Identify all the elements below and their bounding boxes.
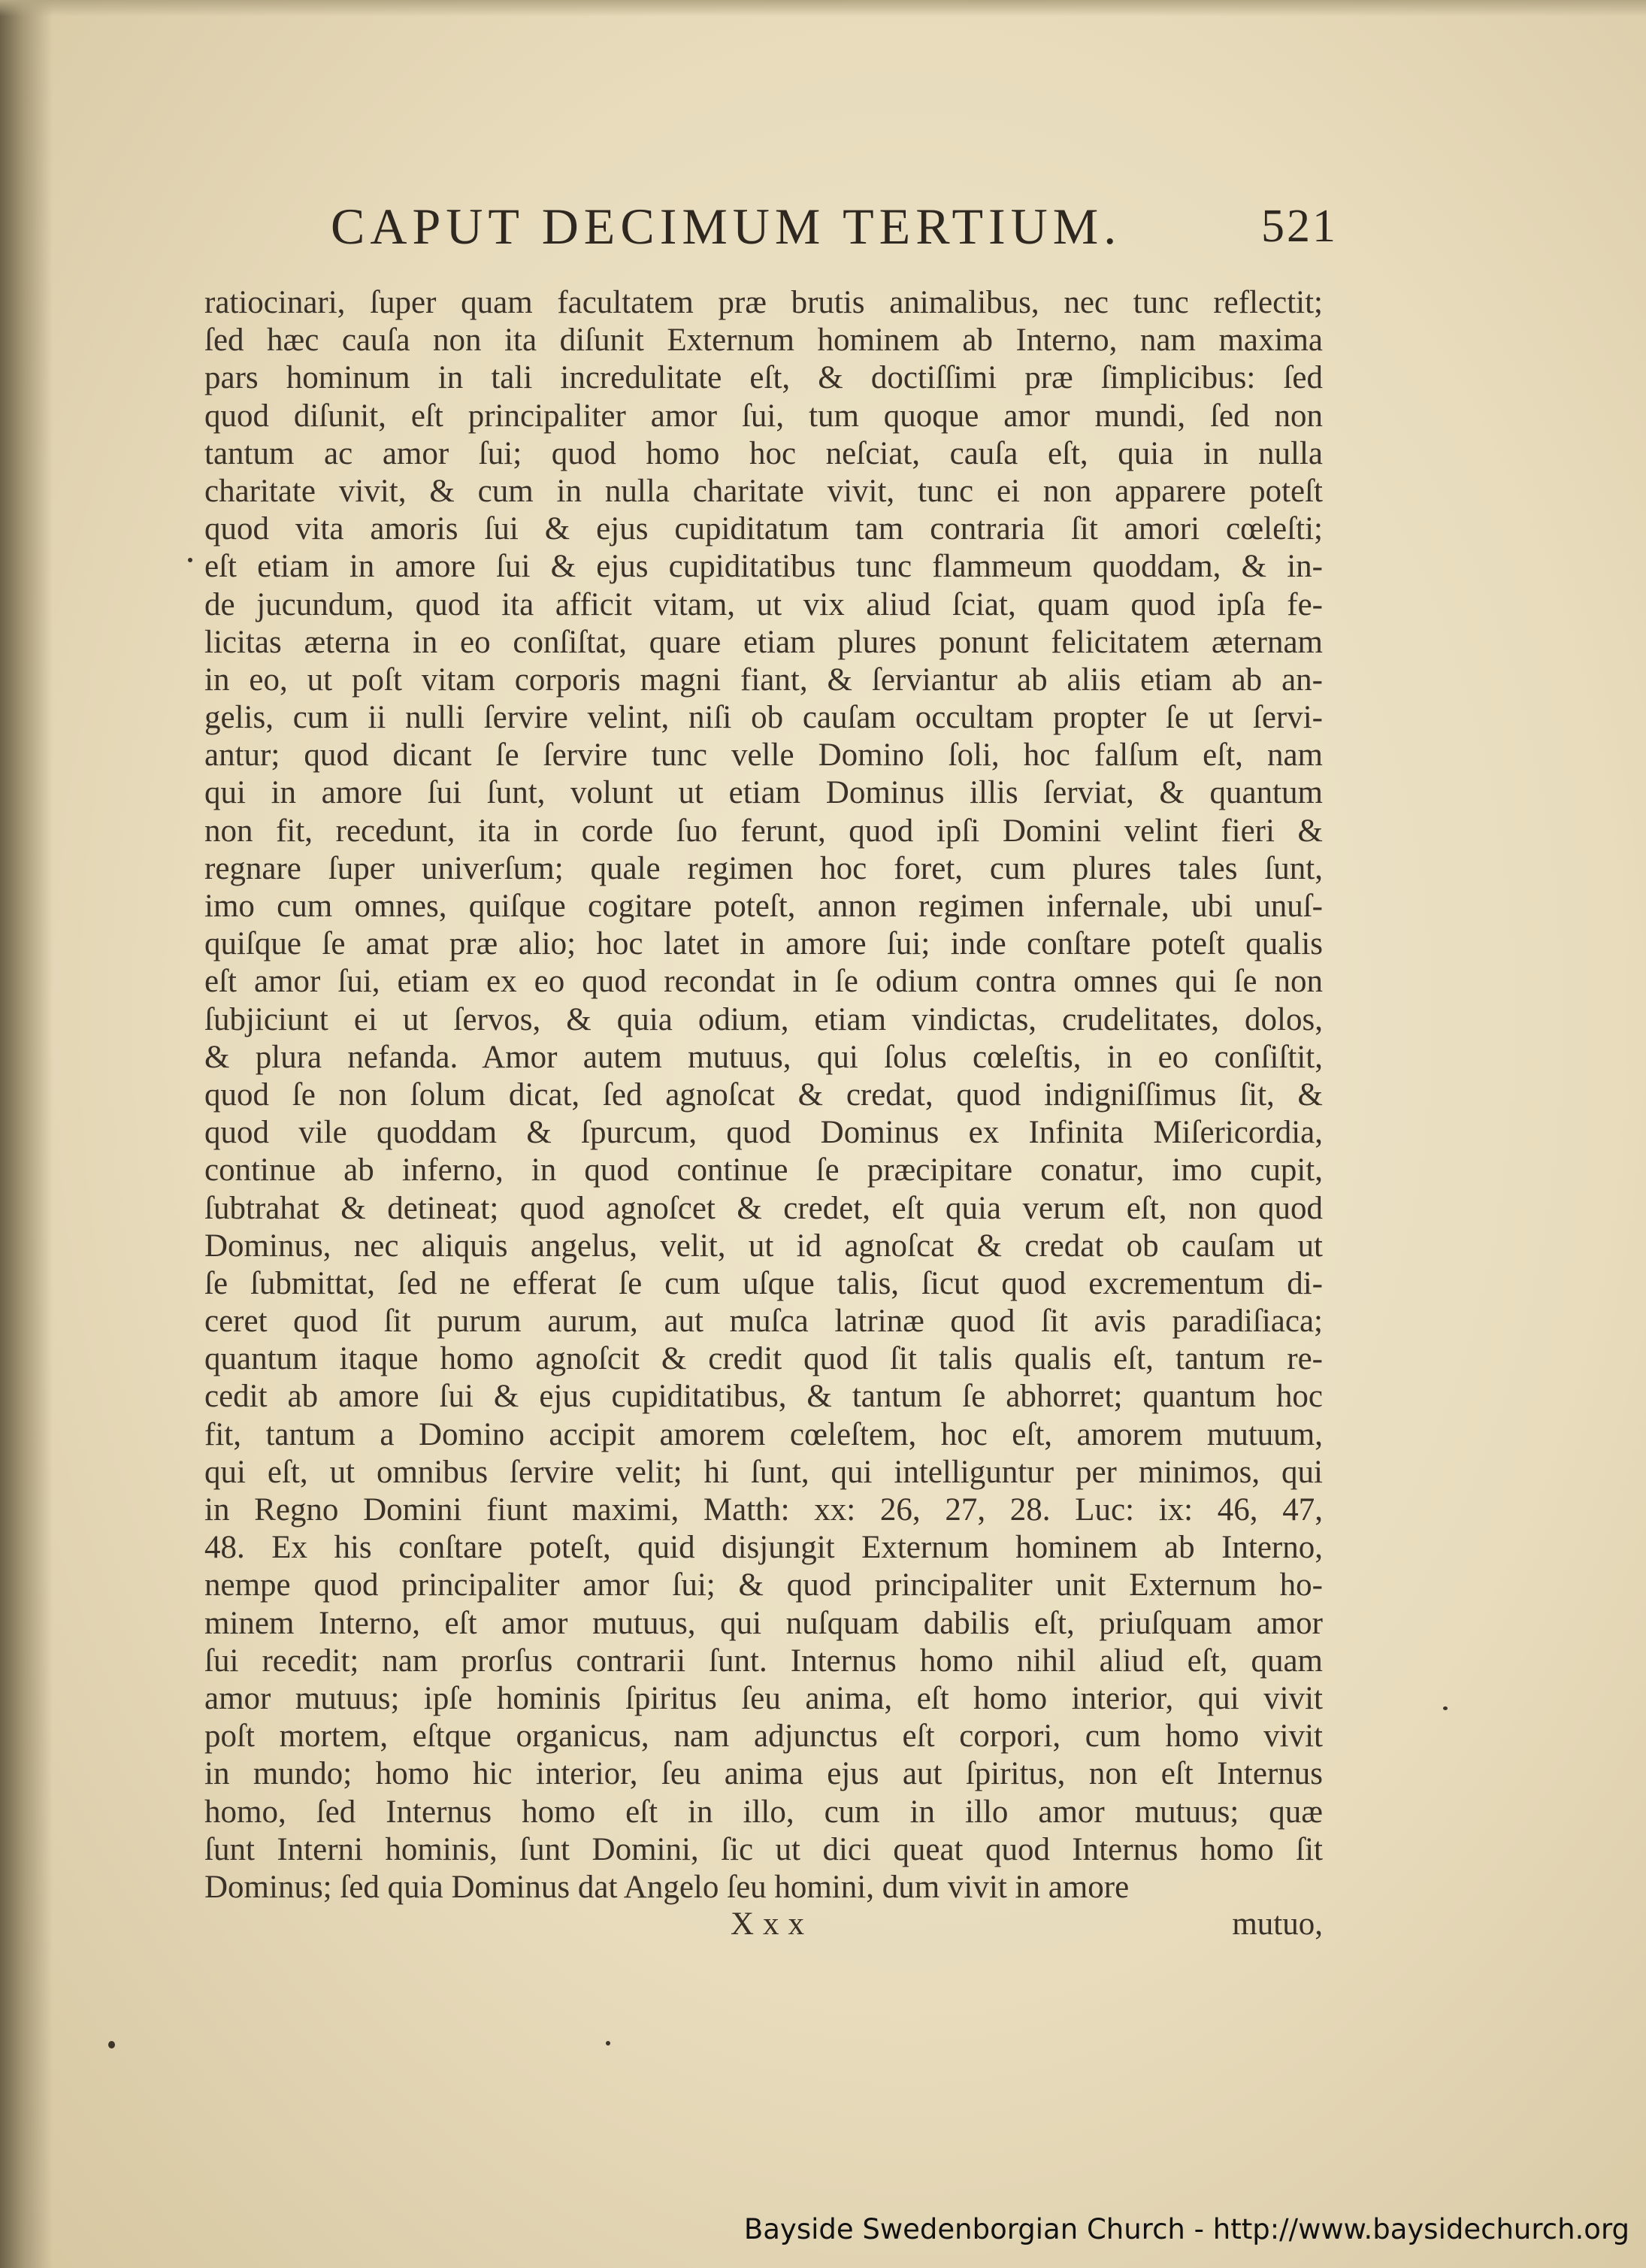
page-header [331, 197, 1338, 265]
page-number: 521 [1261, 201, 1338, 252]
text-line: de jucundum, quod ita afficit vitam, ut vix aliud ſciat, quam quod ipſa fe- [204, 586, 1323, 622]
page-footer [204, 1906, 1323, 1947]
text-line: quod ſe non ſolum dicat, ſed agnoſcat & credat, quod indigniſſimus ſit, & [204, 1076, 1323, 1113]
body-text [204, 284, 1323, 1906]
text-line: homo, ſed Internus homo eſt in illo, cum in illo amor mutuus; quæ [204, 1794, 1323, 1830]
ink-speck [108, 2041, 115, 2048]
signature-mark: Xxx [731, 1906, 814, 1942]
text-line: regnare ſuper univerſum; quale regimen hoc foret, cum plures tales ſunt, [204, 850, 1323, 886]
text-line: pars hominum in tali incredulitate eſt, & doctiſſimi præ ſimplicibus: ſed [204, 360, 1323, 396]
text-line: ſubtrahat & detineat; quod agnoſcet & credet, eſt quia verum eſt, non quod [204, 1190, 1323, 1226]
text-line: ſunt Interni hominis, ſunt Domini, ſic ut dici queat quod Internus homo ſit [204, 1831, 1323, 1867]
text-line: imo cum omnes, quiſque cogitare poteſt, annon regimen infernale, ubi unuſ- [204, 889, 1323, 924]
text-line: Dominus, nec aliquis angelus, velit, ut id agnoſcat & credat ob cauſam ut [204, 1228, 1323, 1264]
ink-speck [1443, 1706, 1448, 1710]
text-line: qui in amore ſui ſunt, volunt ut etiam Dominus illis ſerviat, & quantum [204, 775, 1323, 811]
text-line: ratiocinari, ſuper quam facultatem præ brutis animalibus, nec tunc reflectit; [204, 285, 1323, 320]
text-line: eſt etiam in amore ſui & ejus cupiditatibus tunc flammeum quoddam, & in- [204, 549, 1323, 585]
text-line: eſt amor ſui, etiam ex eo quod recondat in ſe odium contra omnes qui ſe non [204, 964, 1323, 1000]
text-line: ſui recedit; nam prorſus contrarii ſunt. Internus homo nihil aliud eſt, quam [204, 1643, 1323, 1679]
text-line: amor mutuus; ipſe hominis ſpiritus ſeu anima, eſt homo interior, qui vivit [204, 1680, 1323, 1716]
text-line: tantum ac amor ſui; quod homo hoc neſciat, cauſa eſt, quia in nulla [204, 435, 1323, 471]
ink-speck [188, 558, 192, 562]
text-line: ſubjiciunt ei ut ſervos, & quia odium, etiam vindictas, crudelitates, dolos, [204, 1001, 1323, 1037]
text-line: licitas æterna in eo conſiſtat, quare etiam plures ponunt felicitatem æternam [204, 624, 1323, 660]
text-line: in eo, ut poſt vitam corporis magni fiant, & ſerviantur ab aliis etiam ab an- [204, 662, 1323, 698]
text-line: ſe ſubmittat, ſed ne efferat ſe cum uſque talis, ſicut quod excrementum di- [204, 1265, 1323, 1301]
text-line: continue ab inferno, in quod continue ſe præcipitare conatur, imo cupit, [204, 1152, 1323, 1189]
text-line: cedit ab amore ſui & ejus cupiditatibus, & tantum ſe abhorret; quantum hoc [204, 1379, 1323, 1415]
catchword: mutuo, [1232, 1906, 1323, 1942]
text-line: in Regno Domini fiunt maximi, Matth: xx: 26, 27, 28. Luc: ix: 46, 47, [204, 1492, 1323, 1528]
text-line: nempe quod principaliter amor ſui; & quod principaliter unit Externum ho- [204, 1567, 1323, 1603]
scan-credit: Bayside Swedenborgian Church - http://www.baysidechurch.org [743, 2213, 1629, 2245]
text-line: poſt mortem, eſtque organicus, nam adjunctus eſt corpori, cum homo vivit [204, 1718, 1323, 1755]
text-line: quod diſunit, eſt principaliter amor ſui, tum quoque amor mundi, ſed non [204, 398, 1323, 434]
text-line: ſed hæc cauſa non ita diſunit Externum hominem ab Interno, nam maxima [204, 322, 1323, 359]
text-line: quod vile quoddam & ſpurcum, quod Dominus ex Infinita Miſericordia, [204, 1115, 1323, 1151]
text-line: in mundo; homo hic interior, ſeu anima ejus aut ſpiritus, non eſt Internus [204, 1756, 1323, 1792]
text-line: quod vita amoris ſui & ejus cupiditatum tam contraria ſit amori cœleſti; [204, 511, 1323, 547]
text-line: charitate vivit, & cum in nulla charitate vivit, tunc ei non apparere poteſt [204, 473, 1323, 509]
text-line: qui eſt, ut omnibus ſervire velit; hi ſunt, qui intelliguntur per minimos, qui [204, 1454, 1323, 1490]
text-line: & plura nefanda. Amor autem mutuus, qui ſolus cœleſtis, in eo conſiſtit, [204, 1039, 1323, 1075]
text-line: minem Interno, eſt amor mutuus, qui nuſquam dabilis eſt, priuſquam amor [204, 1605, 1323, 1641]
text-line: quantum itaque homo agnoſcit & credit quod ſit talis qualis eſt, tantum re- [204, 1341, 1323, 1377]
text-line: fit, tantum a Domino accipit amorem cœleſtem, hoc eſt, amorem mutuum, [204, 1416, 1323, 1452]
running-title: CAPUT DECIMUM TERTIUM. [331, 198, 1122, 255]
page-top-edge [0, 0, 1646, 17]
ink-speck [606, 2041, 610, 2045]
text-line: non fit, recedunt, ita in corde ſuo ferunt, quod ipſi Domini velint fieri & [204, 813, 1323, 849]
text-line: antur; quod dicant ſe ſervire tunc velle Domino ſoli, hoc falſum eſt, nam [204, 737, 1323, 774]
binding-shadow [0, 0, 53, 2268]
text-line: ceret quod ſit purum aurum, aut muſca latrinæ quod ſit avis paradiſiaca; [204, 1304, 1323, 1340]
text-line: 48. Ex his conſtare poteſt, quid disjungit Externum hominem ab Interno, [204, 1530, 1323, 1566]
text-line: quiſque ſe amat præ alio; hoc latet in amore ſui; inde conſtare poteſt qualis [204, 926, 1323, 962]
text-line: Dominus; ſed quia Dominus dat Angelo ſeu homini, dum vivit in amore [204, 1869, 1130, 1905]
text-line: gelis, cum ii nulli ſervire velint, niſi ob cauſam occultam propter ſe ut ſervi- [204, 700, 1323, 736]
